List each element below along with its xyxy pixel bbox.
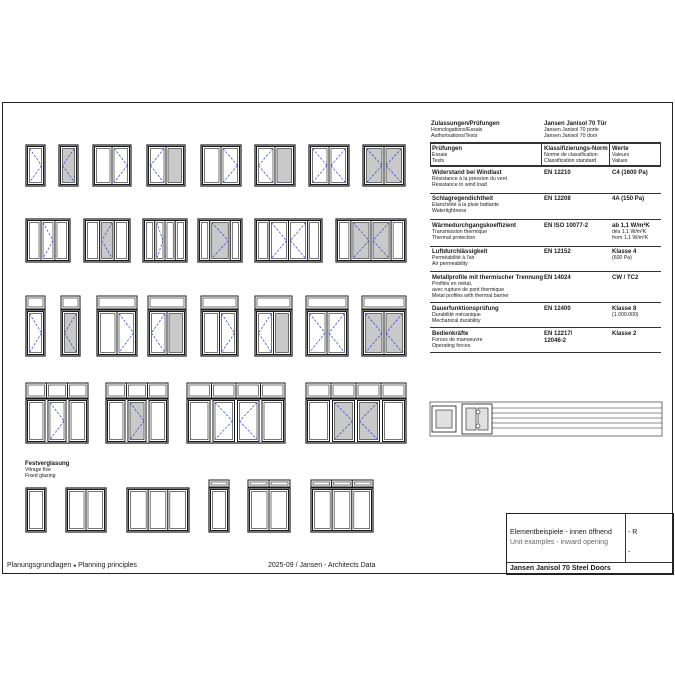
header-label-fr: Homologations/Essais (431, 127, 483, 133)
table-rule (430, 219, 661, 220)
glass-pane (128, 385, 145, 396)
row-value: Klasse 2 (612, 331, 637, 337)
glass-pane (189, 385, 210, 396)
revision-mark-2: - (628, 549, 631, 556)
glass-pane (333, 385, 354, 396)
table-rule (430, 193, 661, 194)
glass-pane (276, 314, 289, 353)
glass-pane (223, 149, 238, 183)
glass-pane (331, 149, 346, 183)
glass-pane (150, 385, 166, 396)
col-test-en: Tests (432, 158, 445, 164)
glass-pane (63, 298, 78, 307)
glass-pane (102, 223, 113, 259)
row-norm-2: 12046-2 (544, 338, 567, 344)
glass-pane (99, 298, 135, 307)
title-block (506, 513, 674, 575)
row-label-en: Mechanical durability (432, 318, 481, 324)
glass-pane (70, 385, 86, 396)
glass-pane (240, 403, 258, 440)
glass-pane (30, 149, 42, 183)
glass-pane (212, 223, 229, 259)
glass-pane (191, 403, 209, 440)
glass-pane (202, 223, 208, 259)
row-norm: EN 12208 (544, 196, 571, 202)
glass-pane (277, 149, 292, 183)
glass-pane (97, 149, 111, 183)
row-norm: EN 12210 (544, 170, 571, 176)
glass-pane (386, 314, 403, 353)
col-norm-de: Klassifizierungs-Norm (544, 146, 608, 152)
header-system-de: Jansen Janisol 70 Tür (544, 121, 607, 127)
row-label-en: Resistance to wind load (432, 182, 487, 188)
glass-pane (383, 385, 404, 396)
row-label-de: Schlagregendichtheit (432, 196, 494, 202)
row-label-de: Widerstand bei Windlast (432, 170, 502, 176)
table-rule (430, 302, 661, 303)
profile-core (436, 410, 452, 428)
glass-pane (71, 403, 84, 440)
glass-pane (367, 149, 383, 183)
row-label-fr: Transmission thermique (432, 229, 488, 235)
title-block-divider (625, 514, 626, 562)
revision-mark: - R (628, 529, 638, 536)
row-label-de: Dauerfunktionsprüfung (432, 306, 499, 312)
glass-pane (271, 492, 287, 529)
footer-planning-en: Planning principles (78, 562, 137, 569)
header-label-de: Zulassungen/Prüfungen (431, 121, 500, 127)
glass-pane (168, 149, 182, 183)
glass-pane (360, 403, 378, 440)
glass-pane (215, 403, 233, 440)
row-norm: EN 12152 (544, 249, 571, 255)
glass-pane (232, 223, 238, 259)
glass-pane (177, 223, 183, 259)
profile-screw (476, 410, 480, 414)
glass-pane (310, 223, 319, 259)
title-en: Unit examples - inward opening (510, 539, 609, 546)
table-rule (430, 271, 661, 272)
glass-pane (222, 314, 235, 353)
column-divider (541, 143, 542, 166)
glass-pane (167, 223, 173, 259)
glass-pane (65, 314, 77, 353)
glass-pane (157, 223, 163, 259)
glass-pane (88, 492, 103, 529)
glass-pane (259, 149, 274, 183)
row-norm: EN 14024 (544, 275, 571, 281)
row-label-fr: Perméabilité à l'air (432, 255, 475, 261)
glass-pane (213, 492, 226, 529)
glass-pane (393, 223, 402, 259)
row-label-en: Metal profiles with thermal barrier (432, 293, 509, 299)
table-rule (430, 352, 661, 353)
glass-pane (205, 314, 218, 353)
glass-pane (28, 385, 44, 396)
row-value: Klasse 4 (612, 249, 637, 255)
glass-pane (264, 403, 282, 440)
glass-pane (263, 385, 284, 396)
glass-pane (150, 298, 184, 307)
glass-pane (329, 314, 345, 353)
row-label-fr: Profilés en métal, (432, 281, 473, 287)
header-system-en: Jansen Janisol 70 door (544, 133, 598, 139)
row-norm: EN 12217/ (544, 331, 573, 337)
row-value: ab 1,1 W/m²K (612, 223, 650, 229)
glass-pane (119, 314, 134, 353)
title-de: Elementbeispiele - innen öffnend (510, 529, 612, 536)
glass-pane (334, 492, 350, 529)
glass-pane (30, 314, 42, 353)
row-label-fr-2: avec rupture de pont thermique (432, 287, 505, 293)
fixed-glazing-fr: Vitrage fixe (25, 467, 51, 473)
glass-pane (170, 492, 186, 529)
col-value-en: Values (612, 158, 628, 164)
footer-planning-de: Planungsgrundlagen (7, 562, 72, 569)
glass-pane (354, 482, 371, 485)
glass-pane (110, 403, 123, 440)
glass-pane (386, 149, 402, 183)
row-value: (600 Pa) (612, 255, 632, 261)
glass-pane (63, 149, 75, 183)
glass-pane (130, 403, 144, 440)
glass-pane (353, 223, 369, 259)
glass-pane (364, 298, 404, 307)
row-label-fr: Résistance à la pression du vent (432, 176, 507, 182)
fixed-glazing-en: Fixed glazing (25, 473, 56, 479)
glass-pane (30, 223, 40, 259)
table-rule (430, 246, 661, 247)
glass-pane (151, 149, 165, 183)
glass-pane (101, 314, 116, 353)
row-value: 4A (150 Pa) (612, 196, 645, 202)
row-label-en: Watertightness (432, 208, 467, 214)
glass-pane (334, 482, 351, 485)
glass-pane (308, 298, 346, 307)
row-norm: EN ISO 10077-2 (544, 223, 589, 229)
glass-pane (335, 403, 353, 440)
glass-pane (252, 492, 268, 529)
row-label-de: Luftdurchlässigkeit (432, 249, 488, 255)
row-value: from 1,1 W/m²K (612, 235, 649, 241)
row-label-en: Air permeability (432, 261, 468, 267)
glass-pane (214, 385, 235, 396)
glass-pane (147, 223, 153, 259)
col-norm-en: Classification standard (544, 158, 597, 164)
glass-pane (354, 492, 370, 529)
glass-pane (152, 314, 166, 353)
row-label-fr: Forces de manoeuvre (432, 337, 483, 343)
row-label-en: Thermal protection (432, 235, 476, 241)
glass-pane (48, 385, 65, 396)
row-value: Klasse 8 (612, 306, 637, 312)
glass-pane (169, 314, 183, 353)
footer-left (7, 562, 137, 569)
glass-pane (308, 385, 329, 396)
glass-pane (238, 385, 259, 396)
glass-pane (366, 314, 383, 353)
glass-pane (57, 223, 67, 259)
glass-pane (291, 223, 306, 259)
product-name: Jansen Janisol 70 Steel Doors (510, 565, 611, 572)
glass-pane (313, 149, 328, 183)
glass-pane (150, 492, 166, 529)
glass-pane (259, 314, 272, 353)
row-value: C4 (1600 Pa) (612, 170, 648, 176)
title-block-divider (507, 562, 673, 563)
glass-pane (315, 492, 331, 529)
glass-pane (114, 149, 128, 183)
glass-pane (271, 482, 288, 485)
header-label-en: Authorisations/Tests (431, 133, 478, 139)
glass-pane (116, 223, 126, 259)
glass-pane (70, 492, 85, 529)
glass-pane (151, 403, 164, 440)
glass-pane (28, 298, 43, 307)
glass-pane (271, 223, 286, 259)
glass-pane (373, 223, 389, 259)
glass-pane (30, 492, 43, 529)
profile-core (466, 408, 476, 430)
glass-pane (131, 492, 147, 529)
table-rule (430, 166, 661, 167)
glass-pane (257, 298, 290, 307)
glass-pane (211, 482, 227, 485)
glass-pane (310, 314, 326, 353)
row-value: (1.000.000) (612, 312, 639, 318)
row-label-de: Bedienkräfte (432, 331, 469, 337)
footer-center: 2025-09 / Jansen - Architects Data (268, 562, 376, 569)
column-divider (609, 143, 610, 166)
row-label-de: Metallprofile mit thermischer Trennung (432, 275, 544, 281)
row-value: CW / TC2 (612, 275, 639, 281)
profile-screw (476, 424, 480, 428)
row-norm: EN 12400 (544, 306, 571, 312)
glass-pane (88, 223, 98, 259)
row-value: dès 1,1 W/m²K (612, 229, 647, 235)
row-label-de: Wärmedurchgangskoeffizient (432, 223, 517, 229)
row-label-fr: Etanchéité à la pluie battante (432, 202, 499, 208)
fixed-glazing-title: Festverglasung (25, 461, 70, 467)
glass-pane (358, 385, 379, 396)
glass-pane (340, 223, 349, 259)
row-label-fr: Durabilité mécanique (432, 312, 481, 318)
glass-pane (313, 482, 330, 485)
footer-bullet: ● (73, 563, 77, 569)
glass-pane (50, 403, 64, 440)
table-rule (430, 327, 661, 328)
glass-pane (108, 385, 124, 396)
glass-pane (259, 223, 268, 259)
header-system-fr: Jansen Janisol 70 porte (544, 127, 599, 133)
glass-pane (43, 223, 53, 259)
glass-pane (310, 403, 328, 440)
col-test-de: Prüfungen (432, 146, 462, 152)
row-label-en: Operating forces (432, 343, 471, 349)
col-norm-fr: Norme de classification (544, 152, 598, 158)
glass-pane (30, 403, 43, 440)
col-test-fr: Essais (432, 152, 448, 158)
glass-pane (205, 149, 220, 183)
col-value-de: Werte (612, 146, 629, 152)
glass-pane (385, 403, 403, 440)
glass-pane (203, 298, 236, 307)
glass-pane (250, 482, 267, 485)
col-value-fr: Valeurs (612, 152, 630, 158)
